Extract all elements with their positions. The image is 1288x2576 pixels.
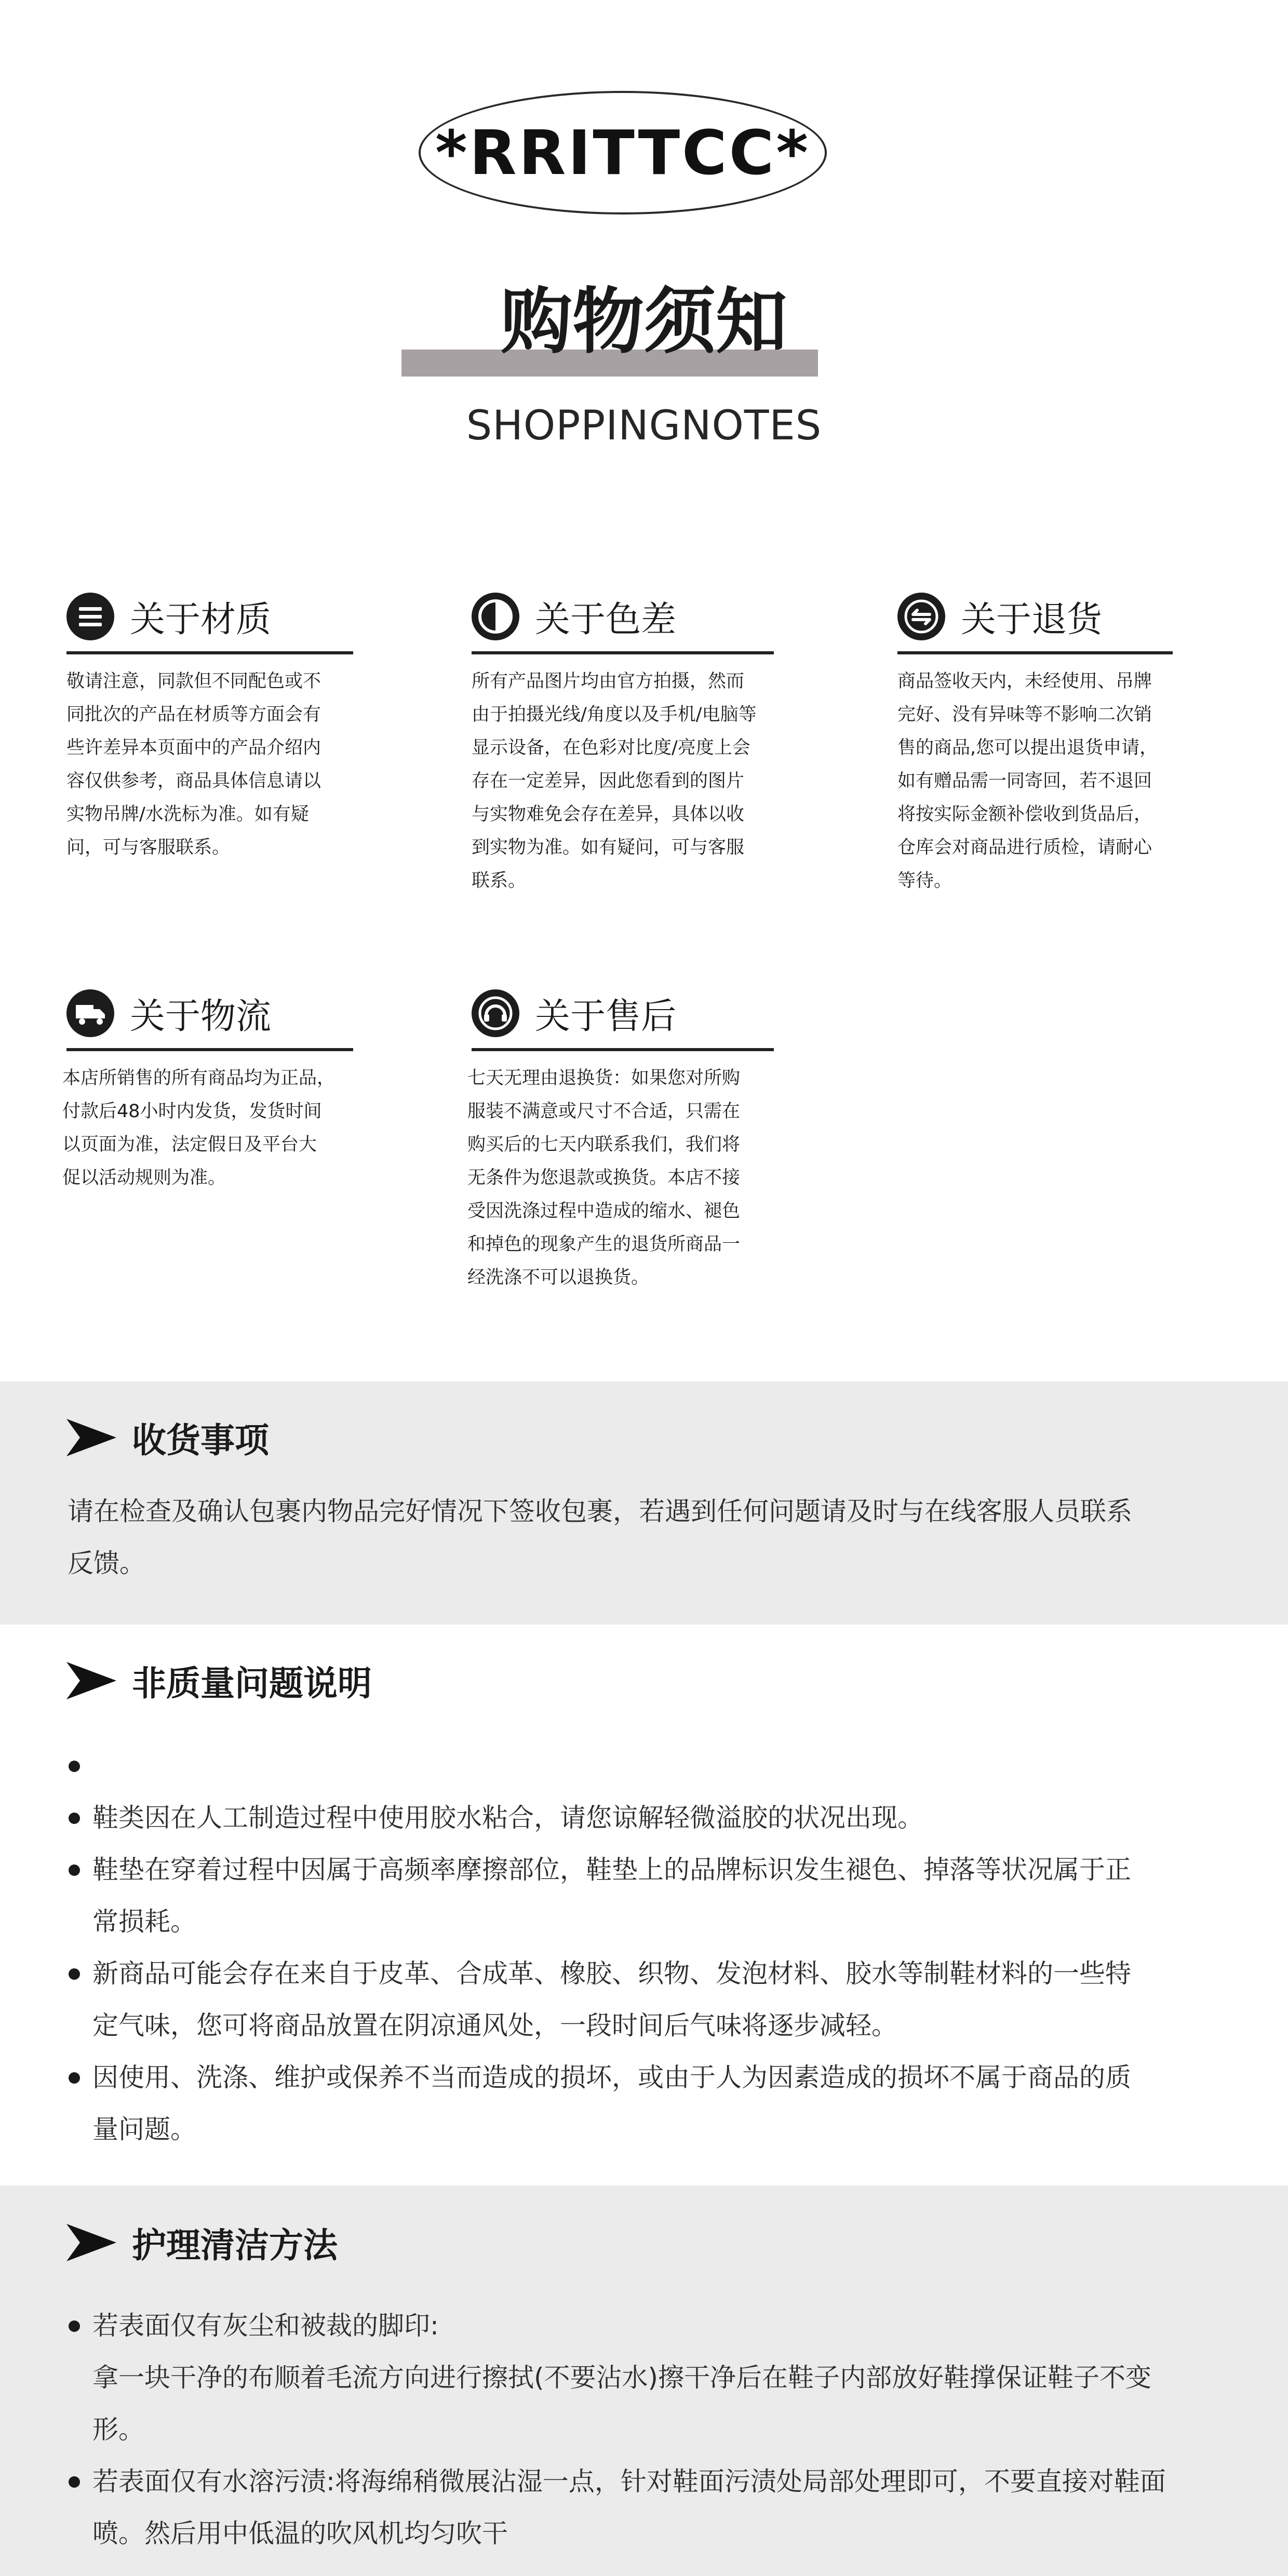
card-body: 七天无理由退换货：如果您对所购 服装不满意或尺寸不合适，只需在 购买后的七天内联系我们，我们将 无条件为您退款或换货。本店不接 受因洗涤过程中造成的缩水、褪色 和掉色的现象产生的退货所商品一 经洗涤不可以退换货。 xyxy=(467,1068,741,1288)
card-material xyxy=(66,588,353,864)
card-title: 关于材质 xyxy=(130,599,272,640)
page-subtitle: SHOPPINGNOTES xyxy=(466,403,822,449)
card-body: 本店所销售的所有商品均为正品， 付款后48小时内发货，发货时间 以页面为准，法定假日及平台大 促以活动规则为准。 xyxy=(62,1068,336,1188)
card-body: 敬请注意，同款但不同配色或不 同批次的产品在材质等方面会有 些许差异本页面中的产品介绍内 容仅供参考，商品具体信息请以 实物吊牌/水洗标为准。如有疑 问，可与客服联系。 xyxy=(66,671,321,858)
card-returns xyxy=(897,588,1173,897)
card-title: 关于售后 xyxy=(535,996,677,1037)
card-divider xyxy=(472,1048,774,1051)
card-divider xyxy=(66,1048,353,1051)
list-item xyxy=(66,1740,1235,1792)
truck-icon xyxy=(66,989,114,1037)
section-title: 非质量问题说明 xyxy=(132,1663,372,1703)
list-item: 若表面仅有灰尘和被裁的脚印: 拿一块干净的布顺着毛流方向进行擦拭(不要沾水)擦干净后在鞋子内部放好鞋撑保证鞋子不变 形。 xyxy=(66,2300,1235,2456)
brand-name: *RRITTCC* xyxy=(435,117,810,189)
brand-logo xyxy=(419,91,827,214)
card-title: 关于退货 xyxy=(961,599,1103,640)
card-body: 所有产品图片均由官方拍摄，然而 由于拍摄光线/角度以及手机/电脑等 显示设备，在色彩对比度/亮度上会 存在一定差异，因此您看到的图片 与实物难免会存在差异，具体以收 到实物为准。如有疑问，可与客服 联系。 xyxy=(472,671,757,891)
card-title: 关于物流 xyxy=(130,996,272,1037)
care-list xyxy=(66,2300,1235,2559)
half-circle-icon xyxy=(472,593,519,640)
receiving-section xyxy=(0,1381,1288,1625)
receiving-text: 请在检查及确认包裹内物品完好情况下签收包裹，若遇到任何问题请及时与在线客服人员联系 反馈。 xyxy=(68,1496,1132,1578)
card-title: 关于色差 xyxy=(535,599,677,640)
return-circle-icon xyxy=(897,593,945,640)
list-item: 因使用、洗涤、维护或保养不当而造成的损坏，或由于人为因素造成的损坏不属于商品的质 量问题。 xyxy=(66,2051,1235,2155)
section-title: 收货事项 xyxy=(132,1420,269,1460)
arrow-right-icon xyxy=(66,2224,116,2261)
headset-icon xyxy=(472,989,519,1037)
non-quality-section xyxy=(0,1625,1288,2185)
card-aftersales xyxy=(467,985,774,1294)
list-item: 鞋类因在人工制造过程中使用胶水粘合，请您谅解轻微溢胶的状况出现。 xyxy=(66,1792,1235,1844)
menu-circle-icon xyxy=(66,593,114,640)
care-section xyxy=(0,2185,1288,2576)
list-item: 鞋垫在穿着过程中因属于高频率摩擦部位，鞋垫上的品牌标识发生褪色、掉落等状况属于正 常损耗。 xyxy=(66,1844,1235,1948)
card-body: 商品签收天内，未经使用、吊牌 完好、没有异味等不影响二次销 售的商品,您可以提出退货申请， 如有赠品需一同寄回，若不退回 将按实际金额补偿收到货品后， 仓库会对商品进行质检，请耐心 等待。 xyxy=(897,671,1158,891)
card-divider xyxy=(897,651,1173,654)
card-logistics xyxy=(62,985,353,1195)
arrow-right-icon xyxy=(66,1662,116,1699)
arrow-right-icon xyxy=(66,1419,116,1456)
list-item: 新商品可能会存在来自于皮革、合成革、橡胶、织物、发泡材料、胶水等制鞋材料的一些特 定气味，您可将商品放置在阴凉通风处，一段时间后气味将逐步减轻。 xyxy=(66,1948,1235,2051)
card-divider xyxy=(66,651,353,654)
list-item: 若表面仅有水溶污渍:将海绵稍微展沾湿一点，针对鞋面污渍处局部处理即可，不要直接对鞋面 喷。然后用中低温的吹风机均匀吹干 xyxy=(66,2456,1235,2559)
non-quality-list xyxy=(66,1740,1235,2155)
card-divider xyxy=(472,651,774,654)
card-color xyxy=(472,588,774,897)
page-title: 购物须知 xyxy=(500,280,787,364)
section-title: 护理清洁方法 xyxy=(132,2225,338,2265)
